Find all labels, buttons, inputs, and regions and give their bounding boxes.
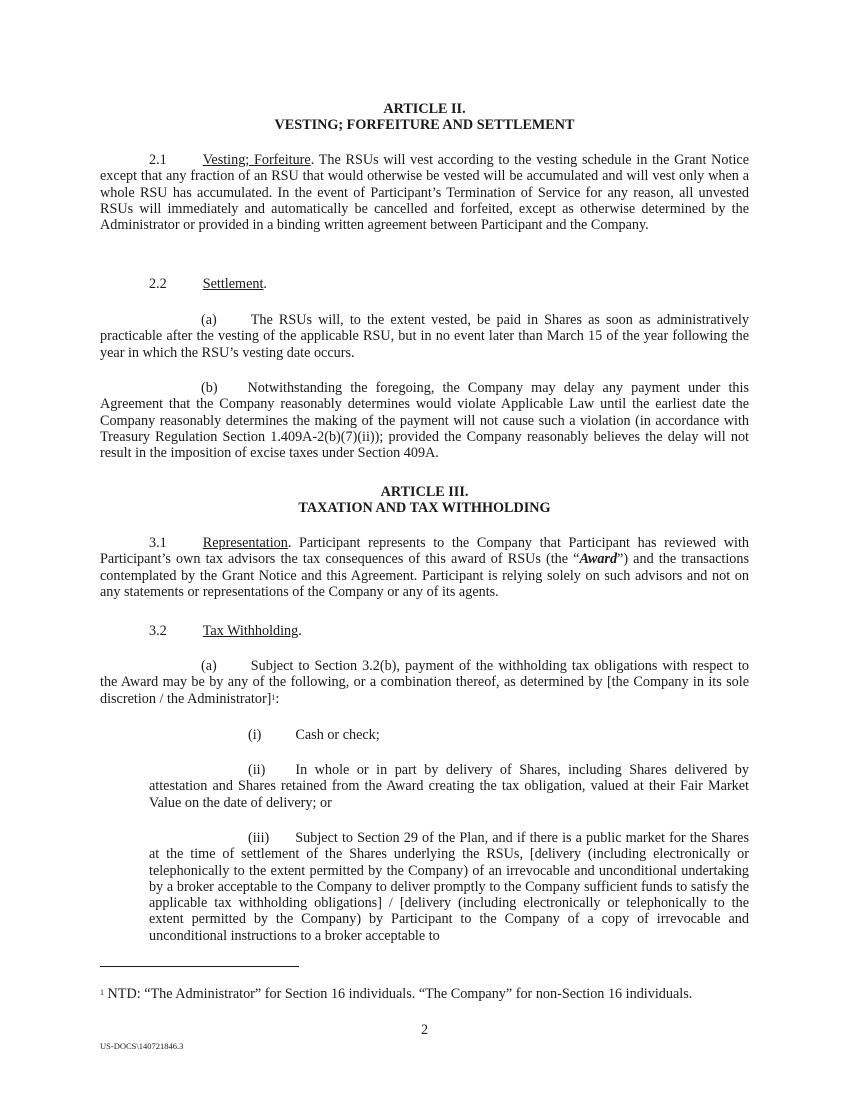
footnote-1 — [100, 986, 760, 1002]
section-2-2-b — [100, 380, 749, 461]
section-2-2-a — [100, 312, 749, 361]
article-2-subtitle: VESTING; FORFEITURE AND SETTLEMENT — [274, 117, 575, 134]
section-number: 2.2 — [149, 276, 167, 292]
section-heading: Vesting; Forfeiture — [202, 152, 311, 168]
section-3-2-a: (a) Subject to Section 3.2(b), payment of the withholding tax obligations with respect to the Award may be by any of the following, or a combination thereof, as determined by [the Company in its sole discretion / the Administrator]$^1$: — [100, 658, 749, 707]
section-text: . The RSUs will vest according to the vesting schedule in the Grant Notice except that any fraction of an RSU that would otherwise be vested will be accumulated and will vest only when a whole RSU has accumulated. In the event of Participant’s Termination of Service for any reason, all unvested RSUs will immediately and automatically be cancelled and forfeited, except as otherwise determined by the Administrator or provided in a binding written agreement between Participant and the Company. — [100, 152, 749, 234]
clause-text: Subject to Section 3.2(b), payment of the withholding tax obligations with respect to the Award may be by any of the following, or a combination thereof, as determined by [the Company in its sole discretion / the Administrator] — [100, 658, 749, 707]
article-3-heading — [100, 484, 749, 517]
item-text: Subject to Section 29 of the Plan, and if there is a public market for the Shares at the time of settlement of the Shares underlying the RSUs, [delivery (including electronically or telephonically to the extent permitted by the Company) of an irrevocable and unconditional undertaking by a broker acceptable to the Company to deliver promptly to the Company sufficient funds to satisfy the applicable tax withholding obligations] / [delivery (including electronically or telephonically to the extent permitted by the Company) by Participant to the Company of a copy of irrevocable and unconditional instructions to a broker acceptable to — [149, 830, 749, 944]
item-label: (i) — [248, 727, 262, 743]
list-item-i — [248, 727, 380, 743]
article-3-title: ARTICLE III. — [380, 484, 469, 500]
clause-label: (b) — [201, 380, 218, 396]
article-2-title: ARTICLE II. — [383, 101, 466, 117]
section-heading: Representation — [202, 535, 288, 551]
item-text: In whole or in part by delivery of Shares, including Shares delivered by attestation and Shares retained from the Award creating the tax obligation, valued at their Fair Market Value on the date of delivery; or — [149, 762, 749, 811]
section-3-2: 3.2 Tax Withholding. — [149, 623, 302, 639]
document-id: US-DOCS\140721846.3 — [100, 1041, 184, 1051]
section-number: 2.1 — [149, 152, 167, 168]
clause-label: (a) — [201, 658, 217, 674]
clause-text: Notwithstanding the foregoing, the Company may delay any payment under this Agreement that the Company reasonably determines would violate Applicable Law until the earliest date the Company reasonably determines the making of the payment will not cause such a violation (in accordance with Treasury Regulation Section 1.409A-2(b)(7)(ii)); provided the Company reasonably believes the delay will not result in the imposition of excise taxes under Section 409A. — [100, 380, 749, 462]
section-number: 3.1 — [149, 535, 167, 551]
footnote-reference[interactable]: 1 — [271, 692, 276, 702]
section-2-2: 2.2 Settlement. — [149, 276, 267, 292]
section-3-1: 3.1 Representation. Participant represents to the Company that Participant has reviewed with Participant’s own tax advisors the tax consequences of this award of RSUs (the “Award”) and the transactions contemplated by the Grant Notice and this Agreement. Participant is relying solely on such advisors and not on any statements or representations of the Company or any of its agents. — [100, 535, 750, 600]
list-item-ii — [149, 762, 749, 811]
footnote-divider — [100, 966, 299, 967]
item-label: (ii) — [248, 762, 266, 778]
item-label: (iii) — [248, 830, 270, 846]
defined-term: Award — [579, 551, 618, 568]
footnote-number: 1 — [100, 988, 104, 997]
clause-label: (a) — [201, 312, 217, 328]
section-number: 3.2 — [149, 623, 167, 639]
article-3-subtitle: TAXATION AND TAX WITHHOLDING — [298, 500, 551, 517]
article-2-heading — [100, 101, 749, 134]
section-heading: Settlement — [202, 276, 264, 292]
list-item-iii — [149, 830, 749, 944]
clause-text: The RSUs will, to the extent vested, be paid in Shares as soon as administratively practicable after the vesting of the applicable RSU, but in no event later than March 15 of the year following the year in which the RSU’s vesting date occurs. — [100, 312, 749, 361]
page-number: 2 — [420, 1022, 429, 1038]
section-heading: Tax Withholding — [202, 623, 299, 639]
footnote-text: NTD: “The Administrator” for Section 16 individuals. “The Company” for non-Section 16 individuals. — [104, 986, 693, 1002]
item-text: Cash or check; — [295, 727, 380, 743]
section-2-1 — [100, 152, 749, 233]
